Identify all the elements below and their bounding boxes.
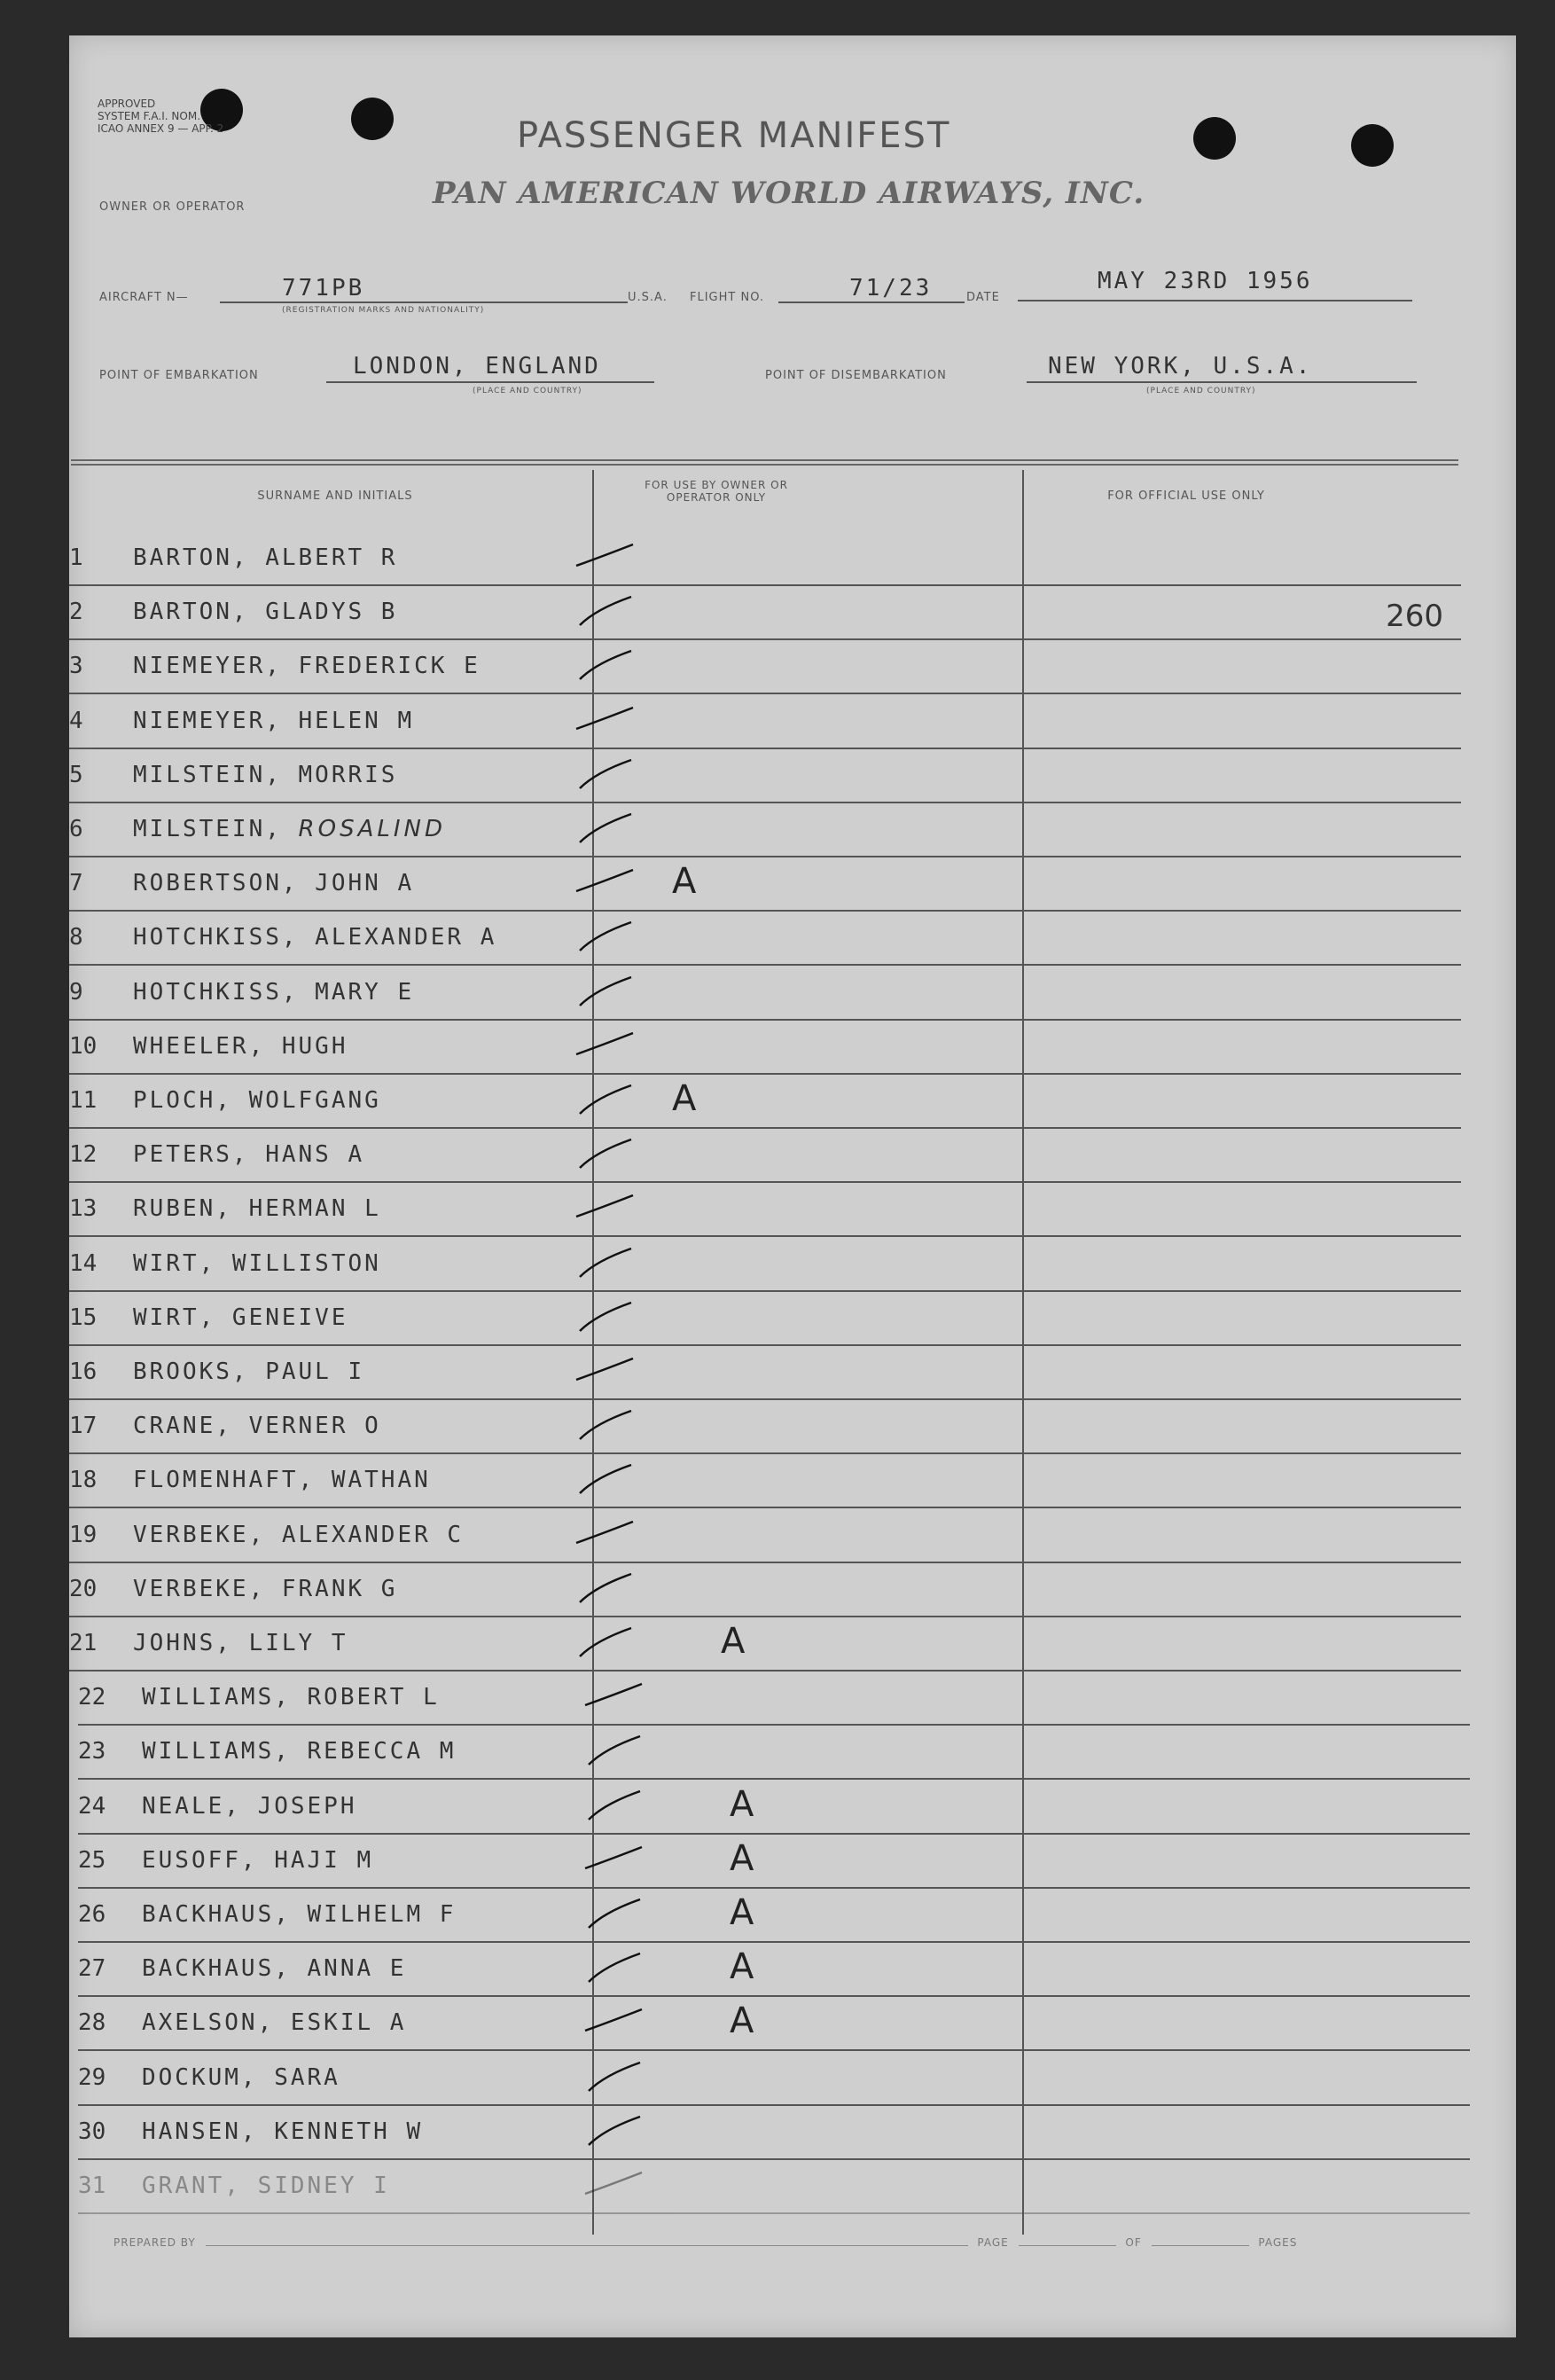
passenger-name-typed: HANSEN, KENNETH W bbox=[142, 2118, 424, 2145]
operator-mark: A bbox=[672, 861, 697, 903]
date-label: DATE bbox=[966, 291, 1000, 304]
passenger-name-typed: DOCKUM, SARA bbox=[142, 2063, 340, 2091]
passenger-name-typed: NEALE, JOSEPH bbox=[142, 1792, 357, 1820]
passenger-name-typed: AXELSON, ESKIL A bbox=[142, 2009, 407, 2037]
check-mark-icon bbox=[574, 810, 637, 846]
passenger-name-typed: WIRT, GENEIVE bbox=[133, 1304, 348, 1331]
check-mark-icon bbox=[574, 756, 637, 792]
passenger-row bbox=[69, 586, 1461, 640]
passenger-name-typed: MILSTEIN, MORRIS bbox=[133, 761, 398, 788]
punch-hole bbox=[1351, 124, 1394, 167]
check-mark-icon bbox=[574, 1082, 637, 1117]
passenger-row bbox=[69, 912, 1461, 966]
passenger-row bbox=[69, 1129, 1461, 1183]
passenger-name-typed: HOTCHKISS, ALEXANDER A bbox=[133, 924, 497, 951]
passenger-number: 20 bbox=[69, 1575, 98, 1602]
passenger-row bbox=[69, 1238, 1461, 1292]
passenger-name-typed: VERBEKE, FRANK G bbox=[133, 1575, 398, 1602]
passenger-name-typed: BARTON, ALBERT R bbox=[133, 544, 398, 571]
passenger-number: 2 bbox=[69, 599, 83, 626]
passenger-name bbox=[133, 816, 446, 842]
punch-hole bbox=[1193, 117, 1236, 160]
row-divider bbox=[78, 2212, 1470, 2214]
passenger-name-typed: CRANE, VERNER O bbox=[133, 1413, 381, 1440]
embark-label: POINT OF EMBARKATION bbox=[99, 369, 259, 382]
passenger-number: 27 bbox=[78, 1955, 106, 1983]
check-mark-icon bbox=[574, 1245, 637, 1280]
passenger-name bbox=[133, 1358, 364, 1385]
flight-label: FLIGHT NO. bbox=[690, 291, 765, 304]
operator-mark: A bbox=[730, 1946, 754, 1988]
passenger-name bbox=[133, 1522, 464, 1548]
passenger-number: 10 bbox=[69, 1032, 98, 1060]
column-header-surname: SURNAME AND INITIALS bbox=[257, 489, 413, 503]
disembark-underline bbox=[1027, 381, 1417, 383]
passenger-name bbox=[133, 870, 414, 896]
passenger-name-typed: BACKHAUS, WILHELM F bbox=[142, 1901, 457, 1928]
passenger-row bbox=[78, 2160, 1470, 2214]
passenger-name bbox=[133, 1033, 348, 1060]
check-mark-icon bbox=[574, 1136, 637, 1171]
passenger-name bbox=[142, 2118, 423, 2145]
passenger-name-typed: PETERS, HANS A bbox=[133, 1141, 365, 1169]
passenger-number: 6 bbox=[69, 816, 83, 842]
passenger-number: 28 bbox=[78, 2009, 106, 2037]
check-mark-icon bbox=[583, 1842, 645, 1877]
check-mark-icon bbox=[574, 1353, 637, 1389]
passenger-row bbox=[69, 532, 1461, 586]
passenger-row bbox=[78, 1943, 1470, 1997]
check-mark-icon bbox=[574, 1190, 637, 1225]
operator-mark: A bbox=[730, 1892, 754, 1933]
embark-sublabel: (PLACE AND COUNTRY) bbox=[473, 387, 582, 395]
usa-label: U.S.A. bbox=[628, 291, 668, 304]
approval-line: APPROVED bbox=[98, 98, 156, 110]
check-mark-icon bbox=[574, 1625, 637, 1660]
check-mark-icon bbox=[583, 2113, 645, 2149]
passenger-name bbox=[142, 1793, 357, 1820]
check-mark-icon bbox=[583, 2059, 645, 2094]
check-mark-icon bbox=[574, 539, 637, 575]
check-mark-icon bbox=[574, 1028, 637, 1063]
passenger-name bbox=[142, 1901, 456, 1928]
embark-value: LONDON, ENGLAND bbox=[353, 353, 601, 380]
page-label: PAGE bbox=[977, 2236, 1009, 2249]
passenger-number: 25 bbox=[78, 1846, 106, 1874]
passenger-number: 3 bbox=[69, 653, 83, 680]
passenger-name-typed: BACKHAUS, ANNA E bbox=[142, 1955, 407, 1983]
passenger-number: 26 bbox=[78, 1901, 106, 1928]
passenger-number: 7 bbox=[69, 870, 83, 897]
check-mark-icon bbox=[574, 1570, 637, 1606]
passenger-name bbox=[133, 762, 397, 788]
operator-mark: A bbox=[730, 1783, 754, 1825]
operator-mark: A bbox=[721, 1621, 746, 1662]
check-mark-icon bbox=[583, 1896, 645, 1931]
check-mark-icon bbox=[583, 2004, 645, 2039]
embark-underline bbox=[326, 381, 654, 383]
passenger-name bbox=[133, 924, 496, 951]
check-mark-icon bbox=[583, 1950, 645, 1985]
aircraft-value: 771PB bbox=[282, 275, 365, 301]
aircraft-underline bbox=[220, 301, 628, 303]
passenger-row bbox=[69, 1563, 1461, 1617]
of-label: OF bbox=[1125, 2236, 1142, 2249]
passenger-name bbox=[133, 979, 414, 1006]
passenger-name-typed: VERBEKE, ALEXANDER C bbox=[133, 1521, 465, 1548]
passenger-name-typed: ROBERTSON, JOHN A bbox=[133, 870, 415, 897]
passenger-row bbox=[69, 1400, 1461, 1454]
passenger-row bbox=[69, 749, 1461, 803]
passenger-row bbox=[78, 1726, 1470, 1780]
passenger-name-typed: RUBEN, HERMAN L bbox=[133, 1195, 381, 1223]
passenger-number: 30 bbox=[78, 2118, 106, 2145]
check-mark-icon bbox=[583, 1733, 645, 1768]
approval-line: ICAO ANNEX 9 — APP. 2 bbox=[98, 122, 224, 135]
passenger-name bbox=[142, 2064, 340, 2091]
passenger-name-typed: EUSOFF, HAJI M bbox=[142, 1846, 374, 1874]
passenger-name bbox=[133, 1467, 431, 1493]
passenger-name-typed: GRANT, SIDNEY I bbox=[142, 2173, 390, 2199]
approval-note bbox=[98, 98, 223, 135]
passenger-name bbox=[133, 1413, 381, 1439]
airline-name: PAN AMERICAN WORLD AIRWAYS, INC. bbox=[433, 176, 1145, 211]
passenger-row bbox=[69, 1454, 1461, 1508]
check-mark-icon bbox=[574, 1299, 637, 1335]
passenger-number: 4 bbox=[69, 707, 83, 734]
passenger-number: 29 bbox=[78, 2063, 106, 2091]
passenger-number: 1 bbox=[69, 544, 83, 571]
owner-label: OWNER OR OPERATOR bbox=[99, 200, 246, 214]
passenger-name-typed: WHEELER, HUGH bbox=[133, 1032, 348, 1060]
passenger-number: 22 bbox=[78, 1684, 106, 1711]
passenger-number: 12 bbox=[69, 1141, 98, 1169]
check-mark-icon bbox=[574, 974, 637, 1009]
check-mark-icon bbox=[574, 593, 637, 629]
passenger-number: 17 bbox=[69, 1413, 98, 1440]
check-mark-icon bbox=[574, 1516, 637, 1552]
passenger-number: 8 bbox=[69, 924, 83, 951]
passenger-row bbox=[78, 1889, 1470, 1943]
page-title: PASSENGER MANIFEST bbox=[517, 115, 951, 156]
passenger-row bbox=[69, 1021, 1461, 1075]
check-mark-icon bbox=[574, 647, 637, 683]
check-mark-icon bbox=[583, 1788, 645, 1823]
passenger-number: 5 bbox=[69, 761, 83, 788]
date-underline bbox=[1018, 300, 1412, 301]
check-mark-icon bbox=[583, 2167, 645, 2203]
passenger-name-typed: MILSTEIN, bbox=[133, 816, 299, 842]
passenger-number: 15 bbox=[69, 1304, 98, 1331]
passenger-name-handwritten: ROSALIND bbox=[298, 816, 446, 842]
check-mark-icon bbox=[574, 865, 637, 900]
passenger-number: 23 bbox=[78, 1738, 106, 1765]
passenger-name bbox=[133, 599, 397, 625]
pages-label: PAGES bbox=[1258, 2236, 1298, 2249]
header-divider bbox=[71, 459, 1458, 466]
passenger-row bbox=[78, 2052, 1470, 2106]
passenger-name bbox=[142, 1955, 406, 1982]
passenger-name bbox=[133, 1250, 381, 1277]
passenger-name bbox=[133, 1195, 381, 1222]
passenger-name bbox=[133, 1576, 397, 1602]
passenger-row bbox=[69, 1183, 1461, 1237]
aircraft-sublabel: (REGISTRATION MARKS AND NATIONALITY) bbox=[282, 306, 485, 315]
operator-mark: A bbox=[730, 1837, 754, 1879]
passenger-name bbox=[133, 1141, 364, 1168]
passenger-name-typed: PLOCH, WOLFGANG bbox=[133, 1087, 381, 1114]
column-header-owner: FOR USE BY OWNER OR OPERATOR ONLY bbox=[645, 479, 788, 504]
passenger-name bbox=[133, 1304, 348, 1331]
passenger-name bbox=[133, 1630, 348, 1656]
passenger-number: 24 bbox=[78, 1792, 106, 1820]
passenger-row bbox=[69, 803, 1461, 857]
aircraft-label: AIRCRAFT N— bbox=[99, 291, 189, 304]
passenger-number: 13 bbox=[69, 1195, 98, 1223]
passenger-row bbox=[69, 857, 1461, 912]
passenger-row bbox=[69, 640, 1461, 694]
passenger-number: 21 bbox=[69, 1630, 98, 1656]
passenger-row bbox=[69, 1075, 1461, 1129]
footer bbox=[113, 2236, 1496, 2249]
passenger-name-typed: WILLIAMS, ROBERT L bbox=[142, 1684, 440, 1711]
passenger-name bbox=[142, 2009, 406, 2036]
passenger-name bbox=[133, 653, 481, 679]
operator-mark: A bbox=[730, 2000, 754, 2042]
passenger-name bbox=[142, 2173, 390, 2199]
passenger-name-typed: NIEMEYER, FREDERICK E bbox=[133, 653, 481, 680]
passenger-name bbox=[142, 1684, 440, 1711]
passenger-number: 9 bbox=[69, 978, 83, 1006]
disembark-label: POINT OF DISEMBARKATION bbox=[765, 369, 947, 382]
check-mark-icon bbox=[574, 919, 637, 954]
passenger-row bbox=[69, 1346, 1461, 1400]
passenger-name-typed: HOTCHKISS, MARY E bbox=[133, 978, 415, 1006]
prepared-by-label: PREPARED BY bbox=[113, 2236, 196, 2249]
punch-hole bbox=[351, 98, 394, 140]
passenger-row bbox=[78, 1781, 1470, 1835]
passenger-row bbox=[69, 1617, 1461, 1671]
check-mark-icon bbox=[574, 702, 637, 738]
passenger-name bbox=[133, 1087, 381, 1114]
passenger-name bbox=[133, 708, 414, 734]
flight-underline bbox=[778, 301, 965, 303]
passenger-number: 14 bbox=[69, 1249, 98, 1277]
passenger-number: 16 bbox=[69, 1358, 98, 1385]
passenger-row bbox=[78, 1835, 1470, 1889]
passenger-name-typed: BARTON, GLADYS B bbox=[133, 599, 398, 626]
passenger-row bbox=[69, 967, 1461, 1021]
approval-line: SYSTEM F.A.I. NOM. bbox=[98, 110, 201, 122]
operator-mark: A bbox=[672, 1078, 697, 1119]
disembark-value: NEW YORK, U.S.A. bbox=[1048, 353, 1313, 380]
check-mark-icon bbox=[574, 1407, 637, 1443]
column-header-official: FOR OFFICIAL USE ONLY bbox=[1107, 489, 1265, 503]
passenger-number: 11 bbox=[69, 1087, 98, 1114]
passenger-row bbox=[69, 1292, 1461, 1346]
passenger-row bbox=[69, 695, 1461, 749]
passenger-name-typed: BROOKS, PAUL I bbox=[133, 1358, 365, 1385]
passenger-row bbox=[78, 1997, 1470, 2051]
manifest-sheet bbox=[69, 35, 1516, 2337]
passenger-row bbox=[69, 1509, 1461, 1563]
passenger-row bbox=[78, 2106, 1470, 2160]
check-mark-icon bbox=[583, 1679, 645, 1714]
passenger-name-typed: WIRT, WILLISTON bbox=[133, 1249, 381, 1277]
disembark-sublabel: (PLACE AND COUNTRY) bbox=[1146, 387, 1256, 395]
check-mark-icon bbox=[574, 1461, 637, 1497]
passenger-name-typed: WILLIAMS, REBECCA M bbox=[142, 1738, 457, 1765]
passenger-name-typed: NIEMEYER, HELEN M bbox=[133, 707, 415, 734]
passenger-number: 19 bbox=[69, 1521, 98, 1548]
passenger-name-typed: JOHNS, LILY T bbox=[133, 1630, 348, 1656]
passenger-name bbox=[142, 1847, 373, 1874]
passenger-number: 18 bbox=[69, 1467, 98, 1494]
date-value: MAY 23RD 1956 bbox=[1098, 268, 1313, 294]
passenger-name bbox=[133, 544, 397, 571]
passenger-name-typed: FLOMENHAFT, WATHAN bbox=[133, 1467, 431, 1494]
flight-value: 71/23 bbox=[849, 275, 933, 301]
passenger-number: 31 bbox=[78, 2173, 106, 2199]
passenger-name bbox=[142, 1738, 456, 1765]
passenger-row bbox=[78, 1671, 1470, 1726]
official-use-value: 260 bbox=[1386, 599, 1443, 635]
